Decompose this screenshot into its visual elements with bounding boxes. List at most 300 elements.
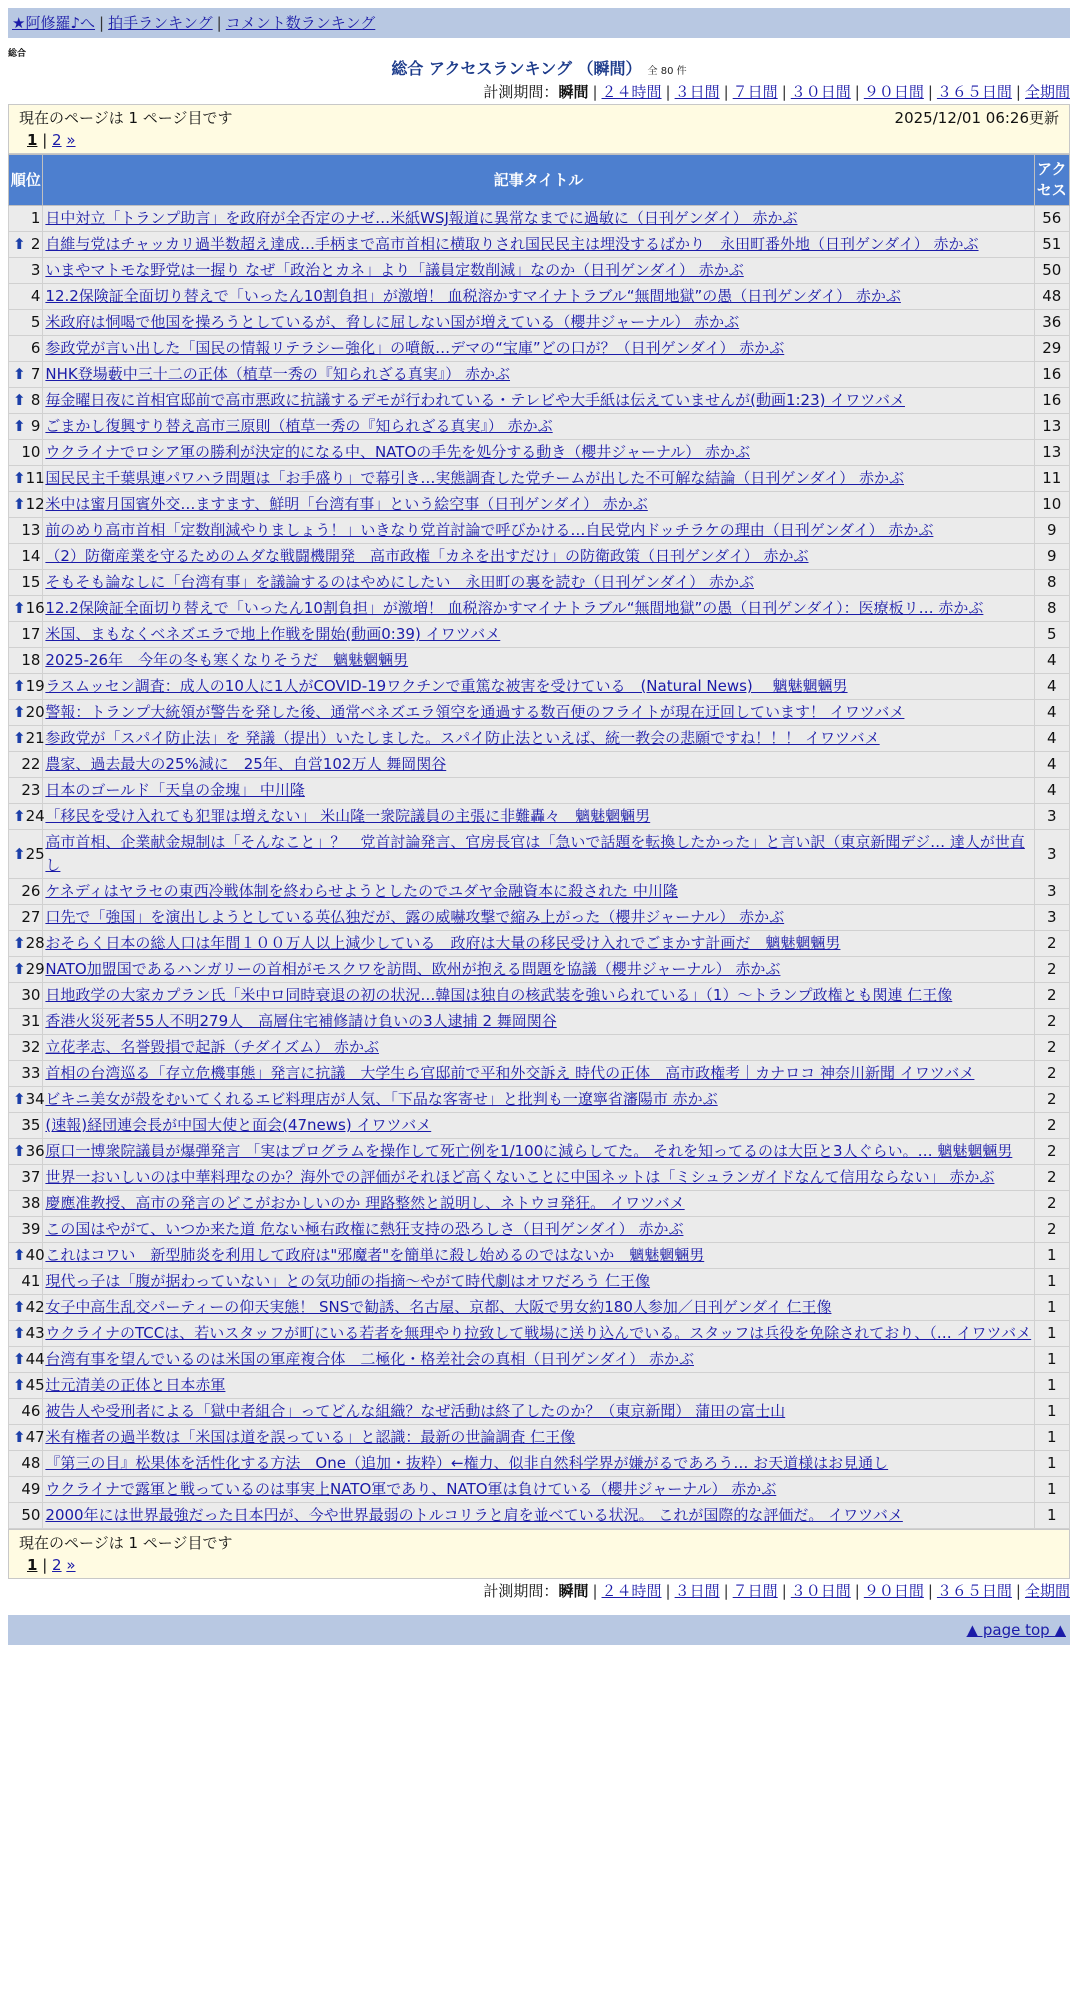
access-count-cell: 2 <box>1034 1087 1069 1113</box>
article-title-link[interactable]: 原口一博衆院議員が爆弾発言 「実はプログラムを操作して死亡例を1/100に減らしてた。 それを知ってるのは大臣と3人ぐらい。… 魑魅魍魎男 <box>45 1142 1013 1160</box>
rank-cell <box>9 310 43 336</box>
title-cell <box>43 804 1034 830</box>
article-title-link[interactable]: ウクライナでロシア軍の勝利が決定的になる中、NATOの手先を処分する動き（櫻井ジャーナル） 赤かぶ <box>45 443 750 461</box>
article-title-link[interactable]: 2000年には世界最強だった日本円が、今や世界最弱のトルコリラと肩を並べている状況。 これが国際的な評価だ。 イワツバメ <box>45 1506 903 1524</box>
rank-number: 8 <box>30 391 41 409</box>
rank-number: 13 <box>21 521 41 539</box>
article-title-link[interactable]: 「移民を受け入れても犯罪は増えない」 米山隆一衆院議員の主張に非難轟々 魑魅魍魎男 <box>45 807 651 825</box>
article-title-link[interactable]: 『第三の目』松果体を活性化する方法 One（追加・抜粋）←権力、似非自然科学界が嫌がるであろう… お天道様はお見通し <box>45 1454 889 1472</box>
title-cell <box>43 879 1034 905</box>
rank-number: 4 <box>30 287 41 305</box>
article-title-link[interactable]: （2）防衛産業を守るためのムダな戦闘機開発 高市政権「カネを出すだけ」の防衛政策（日刊ゲンダイ） 赤かぶ <box>45 547 809 565</box>
access-count-cell: 2 <box>1034 1035 1069 1061</box>
period-option-bottom[interactable]: ３６５日間 <box>936 1582 1012 1600</box>
table-row <box>9 700 1070 726</box>
period-option[interactable]: ３日間 <box>674 83 720 101</box>
title-cell <box>43 1399 1034 1425</box>
access-count-cell: 1 <box>1034 1321 1069 1347</box>
page-title <box>8 58 1070 80</box>
page-top-link[interactable]: ▲ page top ▲ <box>966 1621 1066 1639</box>
access-count-cell: 50 <box>1034 258 1069 284</box>
article-title-link[interactable]: ごまかし復興すり替え高市三原則（植草一秀の『知られざる真実』） 赤かぶ <box>45 417 553 435</box>
title-cell <box>43 1061 1034 1087</box>
article-title-link[interactable]: NHK登場藪中三十二の正体（植草一秀の『知られざる真実』） 赤かぶ <box>45 365 511 383</box>
title-cell <box>43 1165 1034 1191</box>
page-2-link[interactable]: 2 <box>52 131 62 149</box>
article-title-link[interactable]: (速報)経団連会長が中国大使と面会(47news) イワツバメ <box>45 1116 432 1134</box>
rank-number: 19 <box>25 677 45 695</box>
rank-number: 25 <box>25 844 45 863</box>
rank-up-arrow-icon: ⬆ <box>13 844 26 863</box>
rank-cell <box>9 440 43 466</box>
article-title-link[interactable]: 立花孝志、名誉毀損で起訴（チダイズム） 赤かぶ <box>45 1038 379 1056</box>
period-option-bottom[interactable]: ２４時間 <box>601 1582 662 1600</box>
period-option-bottom[interactable]: 全期間 <box>1024 1582 1070 1600</box>
current-page-text: 現在のページは 1 ページ目です <box>19 109 233 127</box>
period-option-bottom[interactable]: ９０日間 <box>863 1582 924 1600</box>
title-cell <box>43 1243 1034 1269</box>
title-cell <box>43 1503 1034 1529</box>
article-title-link[interactable]: 口先で「強国」を演出しようとしている英仏独だが、露の威嚇攻撃で縮み上がった（櫻井ジャーナル） 赤かぶ <box>45 908 785 926</box>
rank-cell <box>9 388 43 414</box>
rank-cell <box>9 1321 43 1347</box>
rank-number: 18 <box>21 651 41 669</box>
access-count-cell: 16 <box>1034 388 1069 414</box>
rank-number: 9 <box>30 417 41 435</box>
rank-up-arrow-icon: ⬆ <box>13 1428 26 1446</box>
rank-up-arrow-icon: ⬆ <box>13 807 26 825</box>
next-page-arrow-bottom[interactable]: » <box>66 1556 76 1574</box>
article-title-link[interactable]: 香港火災死者55人不明279人 高層住宅補修請け負いの3人逮捕 2 舞岡関谷 <box>45 1012 557 1030</box>
access-count-cell: 4 <box>1034 674 1069 700</box>
title-cell <box>43 310 1034 336</box>
rank-up-arrow-icon: ⬆ <box>13 1090 26 1108</box>
period-separator: | <box>1015 1582 1021 1600</box>
title-cell <box>43 492 1034 518</box>
rank-up-arrow-icon: ⬆ <box>13 703 26 721</box>
article-title-link[interactable]: ウクライナのTCCは、若いスタッフが町にいる若者を無理やり拉致して戦場に送り込んでいる。スタッフは兵役を免除されており、（… イワツバメ <box>45 1324 1032 1342</box>
rank-number: 42 <box>25 1298 45 1316</box>
title-cell <box>43 1425 1034 1451</box>
table-row <box>9 596 1070 622</box>
article-title-link[interactable]: NATO加盟国であるハンガリーの首相がモスクワを訪問、欧州が抱える問題を協議（櫻井ジャーナル） 赤かぶ <box>45 960 781 978</box>
rank-number: 2 <box>30 235 41 253</box>
rank-cell <box>9 1347 43 1373</box>
title-cell <box>43 830 1034 879</box>
access-count-cell: 48 <box>1034 284 1069 310</box>
rank-cell <box>9 674 43 700</box>
table-row <box>9 1503 1070 1529</box>
access-count-cell: 29 <box>1034 336 1069 362</box>
period-selector-bottom <box>8 1579 1070 1603</box>
access-count-cell: 2 <box>1034 1061 1069 1087</box>
current-page-number: 1 <box>27 131 38 149</box>
rank-number: 20 <box>25 703 45 721</box>
article-title-link[interactable]: 台湾有事を望んでいるのは米国の軍産複合体 二極化・格差社会の真相（日刊ゲンダイ） 赤かぶ <box>45 1350 694 1368</box>
rank-up-arrow-icon: ⬆ <box>13 599 26 617</box>
article-title-link[interactable]: 2025-26年 今年の冬も寒くなりそうだ 魑魅魍魎男 <box>45 651 409 669</box>
rank-number: 3 <box>30 261 41 279</box>
title-cell <box>43 1347 1034 1373</box>
article-title-link[interactable]: 毎金曜日夜に首相官邸前で高市悪政に抗議するデモが行われている・テレビや大手紙は伝えていませんが(動画1:23) イワツバメ <box>45 391 905 409</box>
home-link[interactable]: ★阿修羅♪へ <box>12 14 96 32</box>
access-count-cell: 36 <box>1034 310 1069 336</box>
next-page-arrow[interactable]: » <box>66 131 76 149</box>
rank-number: 1 <box>30 209 41 227</box>
title-cell <box>43 931 1034 957</box>
rank-up-arrow-icon: ⬆ <box>13 495 26 513</box>
period-separator: | <box>592 83 598 101</box>
clap-ranking-link[interactable]: 拍手ランキング <box>108 14 213 32</box>
title-cell <box>43 362 1034 388</box>
period-option[interactable]: ２４時間 <box>601 83 662 101</box>
article-title-link[interactable]: 国民民主千葉県連パワハラ問題は「お手盛り」で幕引き…実態調査した党チームが出した不可解な結論（日刊ゲンダイ） 赤かぶ <box>45 469 904 487</box>
title-cell <box>43 206 1034 232</box>
title-cell <box>43 1139 1034 1165</box>
article-title-link[interactable]: 参政党が「スパイ防止法」を 発議（提出）いたしました。スパイ防止法といえば、統一教会の悲願ですね！！！ イワツバメ <box>45 729 880 747</box>
access-count-cell: 3 <box>1034 804 1069 830</box>
table-row <box>9 518 1070 544</box>
rank-cell <box>9 957 43 983</box>
access-count-cell: 8 <box>1034 596 1069 622</box>
rank-number: 35 <box>21 1116 41 1134</box>
title-cell <box>43 1295 1034 1321</box>
top-nav-bar: ★阿修羅♪へ | 拍手ランキング | コメント数ランキング <box>8 8 1070 38</box>
rank-cell <box>9 983 43 1009</box>
table-row <box>9 1321 1070 1347</box>
title-cell <box>43 388 1034 414</box>
article-title-link[interactable]: これはコワい 新型肺炎を利用して政府は"邪魔者"を簡単に殺し始めるのではないか 魑魅魍魎男 <box>45 1246 705 1264</box>
table-row <box>9 726 1070 752</box>
title-cell <box>43 596 1034 622</box>
title-cell <box>43 1113 1034 1139</box>
rank-cell <box>9 1503 43 1529</box>
title-cell <box>43 1191 1034 1217</box>
title-cell <box>43 544 1034 570</box>
title-cell <box>43 1217 1034 1243</box>
title-cell <box>43 1269 1034 1295</box>
period-separator: | <box>781 1582 787 1600</box>
rank-number: 28 <box>25 934 45 952</box>
rank-cell <box>9 1477 43 1503</box>
access-count-cell: 4 <box>1034 726 1069 752</box>
access-count-cell: 1 <box>1034 1295 1069 1321</box>
access-count-cell: 56 <box>1034 206 1069 232</box>
table-row <box>9 1009 1070 1035</box>
rank-cell <box>9 1139 43 1165</box>
rank-cell <box>9 1295 43 1321</box>
access-count-cell: 13 <box>1034 414 1069 440</box>
period-separator: | <box>854 1582 860 1600</box>
article-title-link[interactable]: ビキニ美女が殻をむいてくれるエビ料理店が人気、「下品な客寄せ」と批判も一遼寧省瀋陽市 赤かぶ <box>45 1090 718 1108</box>
access-count-cell: 2 <box>1034 1139 1069 1165</box>
rank-number: 29 <box>25 960 45 978</box>
access-count-cell: 9 <box>1034 544 1069 570</box>
access-count-cell: 4 <box>1034 752 1069 778</box>
rank-cell <box>9 1217 43 1243</box>
rank-cell <box>9 1269 43 1295</box>
article-title-link[interactable]: ラスムッセン調査：成人の10人に1人がCOVID-19ワクチンで重篤な被害を受けている (Natural News) 魑魅魍魎男 <box>45 677 848 695</box>
rank-up-arrow-icon: ⬆ <box>13 469 26 487</box>
article-title-link[interactable]: 現代っ子は「腹が据わっていない」との気功師の指摘～やがて時代劇はオワだろう 仁王像 <box>45 1272 651 1290</box>
rank-number: 44 <box>25 1350 45 1368</box>
access-count-cell: 1 <box>1034 1451 1069 1477</box>
table-row <box>9 648 1070 674</box>
article-title-link[interactable]: いまやマトモな野党は一握り なぜ「政治とカネ」より「議員定数削減」なのか（日刊ゲンダイ） 赤かぶ <box>45 261 744 279</box>
rank-cell <box>9 879 43 905</box>
table-row <box>9 778 1070 804</box>
article-title-link[interactable]: 警報：トランプ大統領が警告を発した後、通常ベネズエラ領空を通過する数百便のフライトが現在迂回しています！ イワツバメ <box>45 703 905 721</box>
article-title-link[interactable]: 世界一おいしいのは中華料理なのか？海外での評価がそれほど高くないことに中国ネットは「ミシュランガイドなんて信用ならない」 赤かぶ <box>45 1168 995 1186</box>
rank-cell <box>9 206 43 232</box>
access-count-cell: 5 <box>1034 622 1069 648</box>
article-title-link[interactable]: 日地政学の大家カプラン氏「米中ロ同時衰退の初の状況…韓国は独自の核武装を強いられている」（1）～トランプ政権とも関連 仁王像 <box>45 986 953 1004</box>
page-info-box-bottom <box>8 1529 1070 1579</box>
table-row <box>9 1087 1070 1113</box>
article-title-link[interactable]: この国はやがて、いつか来た道 危ない極右政権に熱狂支持の恐ろしさ（日刊ゲンダイ） 赤かぶ <box>45 1220 684 1238</box>
table-row <box>9 1191 1070 1217</box>
rank-cell <box>9 1373 43 1399</box>
title-cell <box>43 1373 1034 1399</box>
ranking-table <box>8 154 1070 1529</box>
article-title-link[interactable]: ケネディはヤラセの東西冷戦体制を終わらせようとしたのでユダヤ金融資本に殺された 中川隆 <box>45 882 678 900</box>
current-page-number-bottom: 1 <box>27 1556 38 1574</box>
rank-cell <box>9 830 43 879</box>
access-count-cell: 10 <box>1034 492 1069 518</box>
period-option-bottom: 瞬間 <box>558 1582 589 1600</box>
table-row <box>9 1373 1070 1399</box>
table-row <box>9 1295 1070 1321</box>
table-row <box>9 570 1070 596</box>
table-row <box>9 957 1070 983</box>
title-cell <box>43 905 1034 931</box>
access-count-cell: 4 <box>1034 648 1069 674</box>
table-row <box>9 388 1070 414</box>
table-row <box>9 905 1070 931</box>
title-cell <box>43 1451 1034 1477</box>
access-count-cell: 13 <box>1034 440 1069 466</box>
period-option[interactable]: ７日間 <box>732 83 778 101</box>
access-count-cell: 1 <box>1034 1503 1069 1529</box>
access-count-cell: 1 <box>1034 1373 1069 1399</box>
rank-number: 39 <box>21 1220 41 1238</box>
rank-number: 15 <box>21 573 41 591</box>
table-row <box>9 1061 1070 1087</box>
rank-cell <box>9 622 43 648</box>
article-title-link[interactable]: 参政党が言い出した「国民の情報リテラシー強化」の噴飯…デマの“宝庫”どの口が？（日刊ゲンダイ） 赤かぶ <box>45 339 785 357</box>
article-title-link[interactable]: 日中対立「トランプ助言」を政府が全否定のナゼ…米紙WSJ報道に異常なまでに過敏に（日刊ゲンダイ） 赤かぶ <box>45 209 798 227</box>
ranking-title: 総合 アクセスランキング （瞬間） <box>391 59 642 78</box>
title-cell <box>43 1477 1034 1503</box>
article-title-link[interactable]: 米有権者の過半数は「米国は道を誤っている」と認識：最新の世論調査 仁王像 <box>45 1428 576 1446</box>
title-cell <box>43 700 1034 726</box>
rank-cell <box>9 1451 43 1477</box>
table-row <box>9 362 1070 388</box>
rank-number: 47 <box>25 1428 45 1446</box>
rank-number: 12 <box>25 495 45 513</box>
access-count-cell: 2 <box>1034 1165 1069 1191</box>
period-option-bottom[interactable]: ７日間 <box>732 1582 778 1600</box>
table-row <box>9 466 1070 492</box>
title-cell <box>43 983 1034 1009</box>
table-row <box>9 752 1070 778</box>
table-row <box>9 804 1070 830</box>
title-cell <box>43 1321 1034 1347</box>
table-row <box>9 1035 1070 1061</box>
comment-ranking-link[interactable]: コメント数ランキング <box>225 14 376 32</box>
page-info-box-top <box>8 104 1070 154</box>
rank-cell <box>9 258 43 284</box>
table-row <box>9 674 1070 700</box>
rank-cell <box>9 1165 43 1191</box>
article-title-link[interactable]: 女子中高生乱交パーティーの仰天実態！ SNSで勧誘、名古屋、京都、大阪で男女約180人参加／日刊ゲンダイ 仁王像 <box>45 1298 832 1316</box>
period-option-bottom[interactable]: ３日間 <box>674 1582 720 1600</box>
rank-number: 46 <box>21 1402 41 1420</box>
rank-cell <box>9 1425 43 1451</box>
rank-cell <box>9 1035 43 1061</box>
period-selector-top <box>8 80 1070 104</box>
rank-number: 49 <box>21 1480 41 1498</box>
pagination-bottom: 1 | 2 » <box>27 1556 76 1574</box>
rank-cell <box>9 752 43 778</box>
title-cell <box>43 232 1034 258</box>
rank-up-arrow-icon: ⬆ <box>13 729 26 747</box>
table-row <box>9 1425 1070 1451</box>
article-title-link[interactable]: 首相の台湾巡る「存立危機事態」発言に抗議 大学生ら官邸前で平和外交訴え 時代の正体 高市政権考｜カナロコ 神奈川新聞 イワツバメ <box>45 1064 975 1082</box>
rank-up-arrow-icon: ⬆ <box>13 1246 26 1264</box>
period-separator: | <box>723 83 729 101</box>
table-row <box>9 1165 1070 1191</box>
rank-cell <box>9 414 43 440</box>
rank-number: 48 <box>21 1454 41 1472</box>
article-title-link[interactable]: 高市首相、企業献金規制は「そんなこと」？ 党首討論発言、官房長官は「急いで話題を転換したかった」と言い訳（東京新聞デジ… 達人が世直し <box>45 833 1025 874</box>
access-count-cell: 16 <box>1034 362 1069 388</box>
table-row <box>9 310 1070 336</box>
article-title-link[interactable]: 農家、過去最大の25%減に 25年、自営102万人 舞岡関谷 <box>45 755 447 773</box>
article-title-link[interactable]: 米国、まもなくベネズエラで地上作戦を開始(動画0:39) イワツバメ <box>45 625 501 643</box>
access-count-cell: 1 <box>1034 1477 1069 1503</box>
rank-number: 32 <box>21 1038 41 1056</box>
period-option[interactable]: ９０日間 <box>863 83 924 101</box>
rank-number: 38 <box>21 1194 41 1212</box>
table-row <box>9 830 1070 879</box>
access-count-cell: 11 <box>1034 466 1069 492</box>
table-row <box>9 284 1070 310</box>
table-row <box>9 1451 1070 1477</box>
access-count-cell: 4 <box>1034 778 1069 804</box>
rank-cell <box>9 570 43 596</box>
table-header-row <box>9 155 1070 206</box>
rank-number: 30 <box>21 986 41 1004</box>
table-row <box>9 1243 1070 1269</box>
article-title-link[interactable]: 前のめり高市首相「定数削減やりましょう！」いきなり党首討論で呼びかける…自民党内ドッチラケの理由（日刊ゲンダイ） 赤かぶ <box>45 521 934 539</box>
article-title-link[interactable]: 米中は蜜月国賓外交…ますます、鮮明「台湾有事」という絵空事（日刊ゲンダイ） 赤かぶ <box>45 495 648 513</box>
rank-number: 16 <box>25 599 45 617</box>
table-row <box>9 1347 1070 1373</box>
access-count-cell: 3 <box>1034 879 1069 905</box>
rank-cell <box>9 284 43 310</box>
rank-number: 37 <box>21 1168 41 1186</box>
period-option[interactable]: ３０日間 <box>790 83 851 101</box>
rank-cell <box>9 492 43 518</box>
page-wrapper <box>8 8 1070 1645</box>
access-count-cell: 2 <box>1034 983 1069 1009</box>
table-row <box>9 1269 1070 1295</box>
title-cell <box>43 1009 1034 1035</box>
period-option[interactable]: ３６５日間 <box>936 83 1012 101</box>
table-row <box>9 622 1070 648</box>
title-column-header: 記事タイトル <box>43 155 1034 206</box>
period-option: 瞬間 <box>558 83 589 101</box>
article-title-link[interactable]: 慶應准教授、高市の発言のどこがおかしいのか 理路整然と説明し、ネトウヨ発狂。 イワツバメ <box>45 1194 685 1212</box>
rank-number: 23 <box>21 781 41 799</box>
article-title-link[interactable]: 12.2保険証全面切り替えで「いったん10割負担」が激増！ 血税溶かすマイナトラブル“無間地獄”の愚（日刊ゲンダイ）：医療板リ… 赤かぶ <box>45 599 984 617</box>
table-row <box>9 544 1070 570</box>
article-title-link[interactable]: 被告人や受刑者による「獄中者組合」ってどんな組織？なぜ活動は終了したのか？（東京新聞） 蒲田の富士山 <box>45 1402 786 1420</box>
rank-cell <box>9 700 43 726</box>
rank-number: 43 <box>25 1324 45 1342</box>
article-title-link[interactable]: 米政府は恫喝で他国を操ろうとしているが、脅しに屈しない国が増えている（櫻井ジャーナル） 赤かぶ <box>45 313 740 331</box>
article-title-link[interactable]: 辻元清美の正体と日本赤軍 <box>45 1376 226 1394</box>
period-separator: | <box>854 83 860 101</box>
access-count-cell: 8 <box>1034 570 1069 596</box>
article-title-link[interactable]: おそらく日本の総人口は年間１００万人以上減少している 政府は大量の移民受け入れでごまかす計画だ 魑魅魍魎男 <box>45 934 841 952</box>
access-count-cell: 3 <box>1034 830 1069 879</box>
title-cell <box>43 414 1034 440</box>
article-title-link[interactable]: 12.2保険証全面切り替えで「いったん10割負担」が激増！ 血税溶かすマイナトラブル“無間地獄”の愚（日刊ゲンダイ） 赤かぶ <box>45 287 901 305</box>
period-separator: | <box>1015 83 1021 101</box>
rank-number: 17 <box>21 625 41 643</box>
article-title-link[interactable]: 日本のゴールド「天皇の金塊」 中川隆 <box>45 781 305 799</box>
period-separator: | <box>723 1582 729 1600</box>
rank-cell <box>9 905 43 931</box>
rank-number: 21 <box>25 729 45 747</box>
rank-number: 6 <box>30 339 41 357</box>
article-title-link[interactable]: 自維与党はチャッカリ過半数超え達成…手柄まで高市首相に横取りされ国民民主は埋没するばかり 永田町番外地（日刊ゲンダイ） 赤かぶ <box>45 235 979 253</box>
rank-number: 10 <box>21 443 41 461</box>
rank-cell <box>9 362 43 388</box>
rank-cell <box>9 518 43 544</box>
rank-up-arrow-icon: ⬆ <box>13 1376 26 1394</box>
article-title-link[interactable]: ウクライナで露軍と戦っているのは事実上NATO軍であり、NATO軍は負けている（櫻井ジャーナル） 赤かぶ <box>45 1480 777 1498</box>
rank-up-arrow-icon: ⬆ <box>13 1142 26 1160</box>
period-separator: | <box>665 83 671 101</box>
table-row <box>9 1477 1070 1503</box>
table-row <box>9 232 1070 258</box>
rank-number: 36 <box>25 1142 45 1160</box>
period-separator: | <box>592 1582 598 1600</box>
title-cell <box>43 570 1034 596</box>
period-separator: | <box>927 1582 933 1600</box>
rank-cell <box>9 1061 43 1087</box>
rank-column-header: 順位 <box>9 155 43 206</box>
table-row <box>9 258 1070 284</box>
title-cell <box>43 258 1034 284</box>
rank-cell <box>9 232 43 258</box>
title-cell <box>43 1087 1034 1113</box>
article-title-link[interactable]: そもそも論なしに「台湾有事」を議論するのはやめにしたい 永田町の裏を読む（日刊ゲンダイ） 赤かぶ <box>45 573 754 591</box>
page-2-link-bottom[interactable]: 2 <box>52 1556 62 1574</box>
period-option-bottom[interactable]: ３０日間 <box>790 1582 851 1600</box>
access-count-cell: 2 <box>1034 1009 1069 1035</box>
access-count-cell: 2 <box>1034 1191 1069 1217</box>
title-cell <box>43 957 1034 983</box>
period-option[interactable]: 全期間 <box>1024 83 1070 101</box>
rank-number: 27 <box>21 908 41 926</box>
rank-number: 40 <box>25 1246 45 1264</box>
bottom-bar <box>8 1615 1070 1645</box>
table-row <box>9 1139 1070 1165</box>
